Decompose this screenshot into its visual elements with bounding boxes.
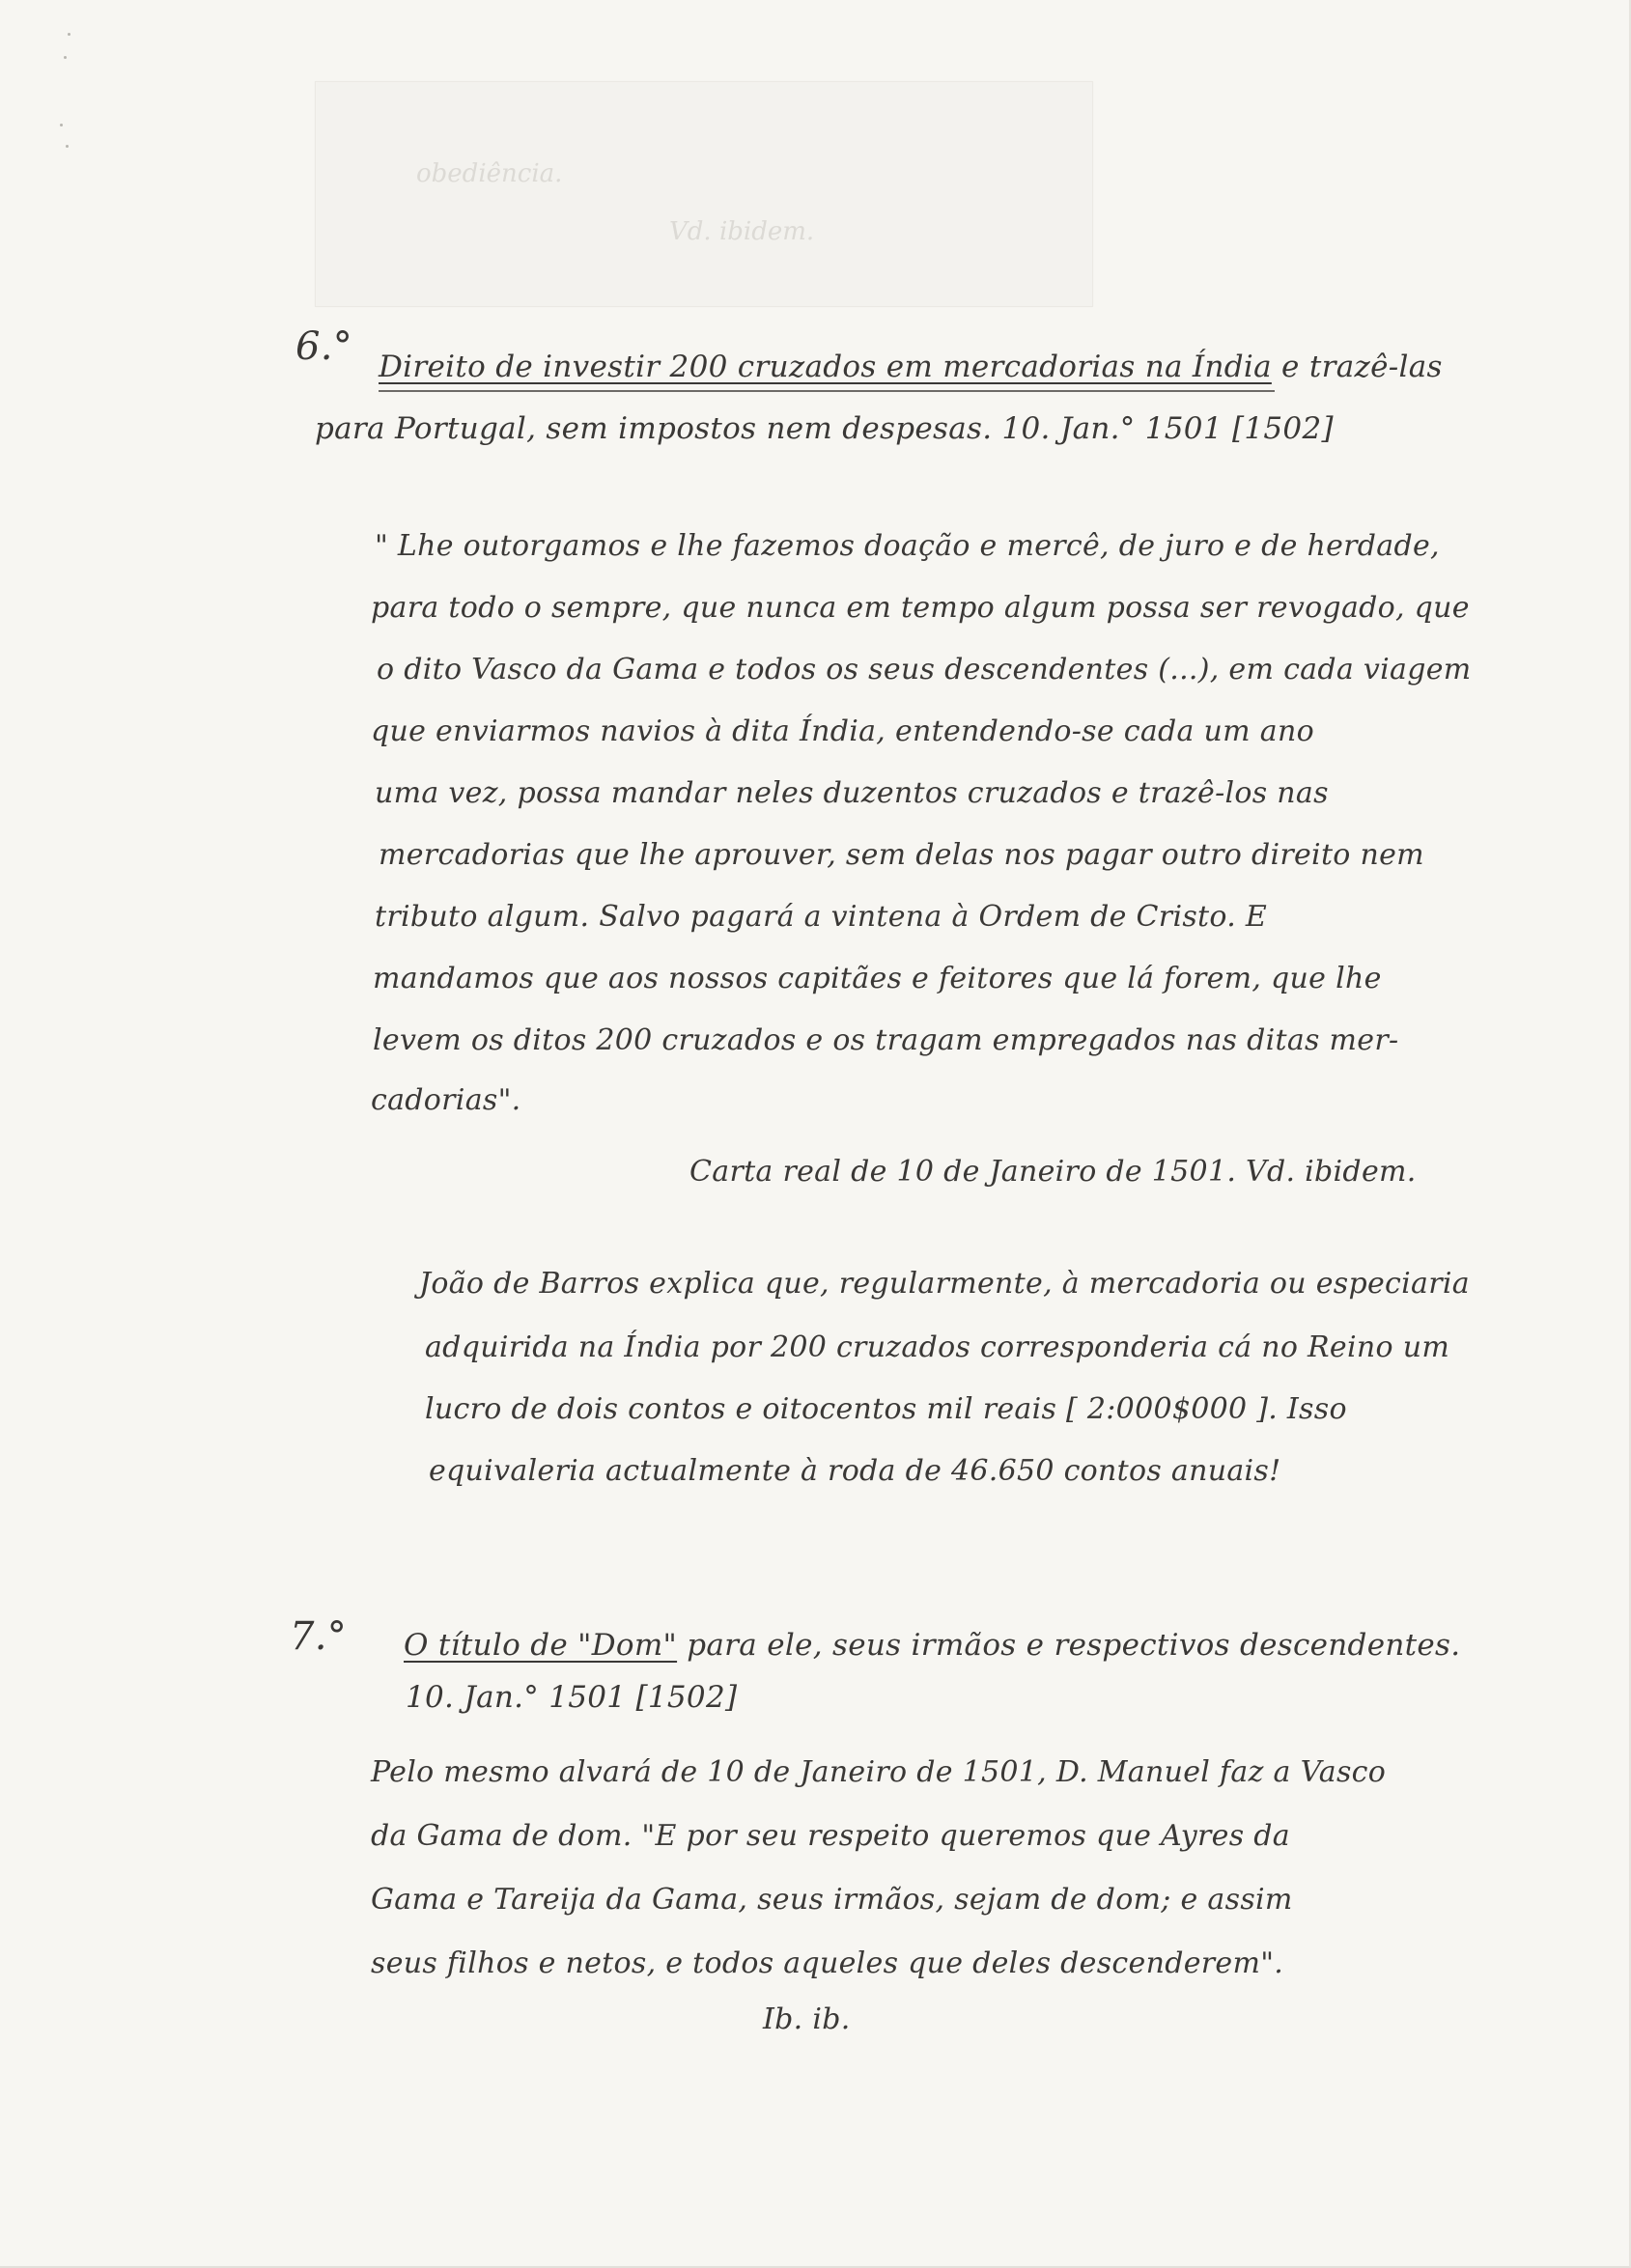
section-6-quote-line-5: uma vez, possa mandar neles duzentos cruzados e trazê-los nas bbox=[375, 776, 1329, 810]
section-6-quote-line-2: para todo o sempre, que nunca em tempo algum possa ser revogado, que bbox=[371, 591, 1470, 625]
section-6-quote-line-3: o dito Vasco da Gama e todos os seus descendentes (...), em cada viagem bbox=[377, 653, 1472, 686]
pinhole-mark bbox=[60, 124, 63, 126]
section-6-double-underline bbox=[379, 390, 1275, 392]
section-6-heading-rest: e trazê-las bbox=[1271, 350, 1443, 384]
section-6-heading-line-2: para Portugal, sem impostos nem despesas. 10. Jan.° 1501 [1502] bbox=[315, 411, 1334, 446]
pinhole-mark bbox=[64, 56, 67, 59]
section-7-heading-line-2: 10. Jan.° 1501 [1502] bbox=[406, 1680, 738, 1715]
section-7-body-line-3: Gama e Tareija da Gama, seus irmãos, sejam de dom; e assim bbox=[371, 1883, 1293, 1917]
pinhole-mark bbox=[66, 145, 69, 148]
section-7-heading-rest: para ele, seus irmãos e respectivos descendentes. bbox=[677, 1628, 1461, 1663]
section-6-commentary-line-2: adquirida na Índia por 200 cruzados corresponderia cá no Reino um bbox=[425, 1330, 1450, 1364]
section-7-citation: Ib. ib. bbox=[763, 2002, 851, 2036]
section-6-quote-line-10: cadorias". bbox=[371, 1083, 521, 1117]
section-6-commentary-line-4: equivaleria actualmente à roda de 46.650 contos anuais! bbox=[429, 1454, 1281, 1488]
faint-note-line-2: Vd. ibidem. bbox=[669, 217, 815, 246]
section-7-body-line-1: Pelo mesmo alvará de 10 de Janeiro de 1501, D. Manuel faz a Vasco bbox=[371, 1755, 1387, 1789]
section-7-number: 7.° bbox=[290, 1614, 348, 1659]
section-7-heading-underlined: O título de "Dom" bbox=[404, 1628, 678, 1663]
section-6-quote-line-1: " Lhe outorgamos e lhe fazemos doação e mercê, de juro e de herdade, bbox=[375, 529, 1440, 563]
section-6-quote-line-8: mandamos que aos nossos capitães e feitores que lá forem, que lhe bbox=[373, 962, 1382, 995]
section-6-quote-line-7: tributo algum. Salvo pagará a vintena à Ordem de Cristo. E bbox=[375, 900, 1268, 934]
section-6-commentary-line-3: lucro de dois contos e oitocentos mil reais [ 2:000$000 ]. Isso bbox=[425, 1392, 1347, 1426]
section-7-body-line-2: da Gama de dom. "E por seu respeito queremos que Ayres da bbox=[371, 1819, 1290, 1853]
section-6-commentary-line-1: João de Barros explica que, regularmente, à mercadoria ou especiaria bbox=[419, 1267, 1470, 1301]
section-6-heading bbox=[379, 350, 1443, 384]
section-6-quote-line-9: levem os ditos 200 cruzados e os tragam empregados nas ditas mer- bbox=[373, 1023, 1399, 1057]
section-6-quote-line-6: mercadorias que lhe aprouver, sem delas nos pagar outro direito nem bbox=[379, 838, 1424, 872]
section-6-quote-line-4: que enviarmos navios à dita Índia, entendendo-se cada um ano bbox=[371, 714, 1314, 748]
faint-overlay-slip bbox=[315, 81, 1093, 307]
section-6-citation: Carta real de 10 de Janeiro de 1501. Vd. ibidem. bbox=[689, 1155, 1417, 1189]
faint-note-line-1: obediência. bbox=[416, 159, 563, 188]
section-6-heading-underlined: Direito de investir 200 cruzados em mercadorias na Índia bbox=[379, 350, 1272, 384]
section-6-number: 6.° bbox=[295, 324, 353, 369]
pinhole-mark bbox=[68, 33, 70, 36]
section-7-body-line-4: seus filhos e netos, e todos aqueles que deles descenderem". bbox=[371, 1946, 1284, 1980]
section-7-heading bbox=[404, 1628, 1460, 1663]
